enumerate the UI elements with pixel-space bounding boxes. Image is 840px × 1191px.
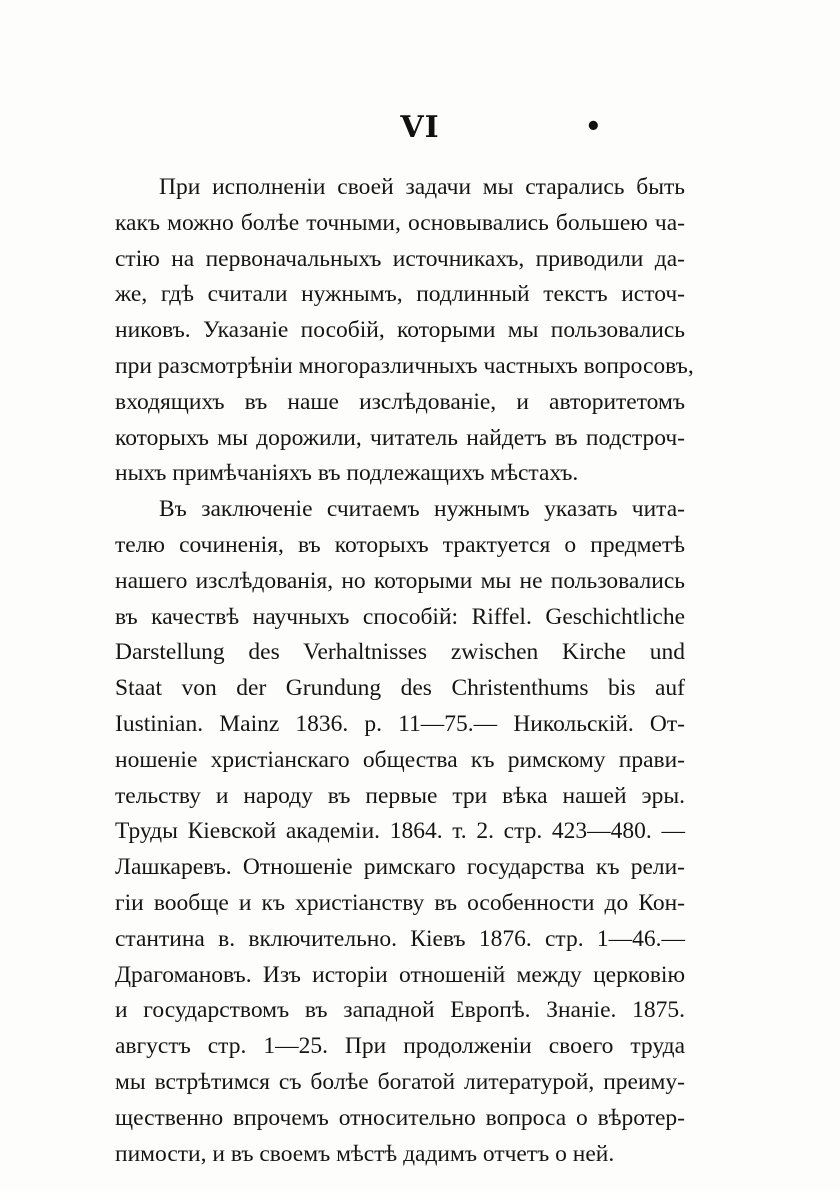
text-line: въ качествѣ научныхъ способій: Riffel. Geschichtliche	[115, 603, 685, 630]
text-line: августъ стр. 1—25. При продолженіи своего труда	[115, 1033, 685, 1060]
text-line: Драгомановъ. Изъ исторіи отношеній между церковію	[115, 961, 685, 988]
text-line: тельству и народу въ первые три вѣка нашей эры.	[115, 782, 685, 809]
text-line: Staat von der Grundung des Christenthums bis auf	[115, 675, 685, 702]
text-line: же, гдѣ считали нужнымъ, подлинный текстъ источ-	[115, 281, 685, 308]
text-line: стантина в. включительно. Кіевъ 1876. стр. 1—46.—	[115, 925, 685, 952]
text-line: гіи вообще и къ христіанству въ особенности до Кон-	[115, 889, 685, 916]
page-mark: •	[585, 112, 602, 142]
text-line: нашего изслѣдованія, но которыми мы не пользовались	[115, 567, 685, 594]
paragraph-2	[115, 492, 685, 1172]
text-line: входящихъ въ наше изслѣдованіе, и авторитетомъ	[115, 388, 685, 415]
body-text	[115, 170, 694, 1172]
text-line: Въ заключеніе считаемъ нужнымъ указать чита-	[159, 496, 685, 523]
text-line: ныхъ примѣчаніяхъ въ подлежащихъ мѣстахъ.	[115, 460, 579, 487]
text-line: Труды Кіевской академіи. 1864. т. 2. стр. 423—480. —	[115, 818, 685, 845]
page-number: VI	[400, 110, 440, 145]
text-line: Iustinian. Mainz 1836. p. 11—75.— Никольскій. От-	[115, 710, 685, 737]
text-line: и государствомъ въ западной Европѣ. Знаніе. 1875.	[115, 997, 685, 1024]
text-line: при разсмотрѣніи многоразличныхъ частныхъ вопросовъ,	[115, 352, 694, 379]
text-line: которыхъ мы дорожили, читатель найдетъ въ подстроч-	[115, 424, 685, 451]
paragraph-1	[115, 170, 694, 492]
text-line: пимости, и въ своемъ мѣстѣ дадимъ отчетъ о ней.	[115, 1140, 615, 1167]
text-line: стію на первоначальныхъ источникахъ, приводили да-	[115, 245, 685, 272]
text-line: мы встрѣтимся съ болѣе богатой литературой, преиму-	[115, 1068, 685, 1095]
text-line: щественно впрочемъ относительно вопроса о вѣротер-	[115, 1104, 685, 1131]
text-line: Лашкаревъ. Отношеніе римскаго государства къ рели-	[115, 854, 685, 881]
text-line: никовъ. Указаніе пособій, которыми мы пользовались	[115, 317, 685, 344]
text-line: ношеніе христіанскаго общества къ римскому прави-	[115, 746, 685, 773]
text-line: Darstellung des Verhaltnisses zwischen Kirche und	[115, 639, 685, 666]
text-line: При исполненіи своей задачи мы старались быть	[159, 174, 685, 200]
text-line: какъ можно болѣе точными, основывались большею ча-	[115, 209, 685, 236]
text-line: телю сочиненія, въ которыхъ трактуется о предметѣ	[115, 531, 685, 558]
